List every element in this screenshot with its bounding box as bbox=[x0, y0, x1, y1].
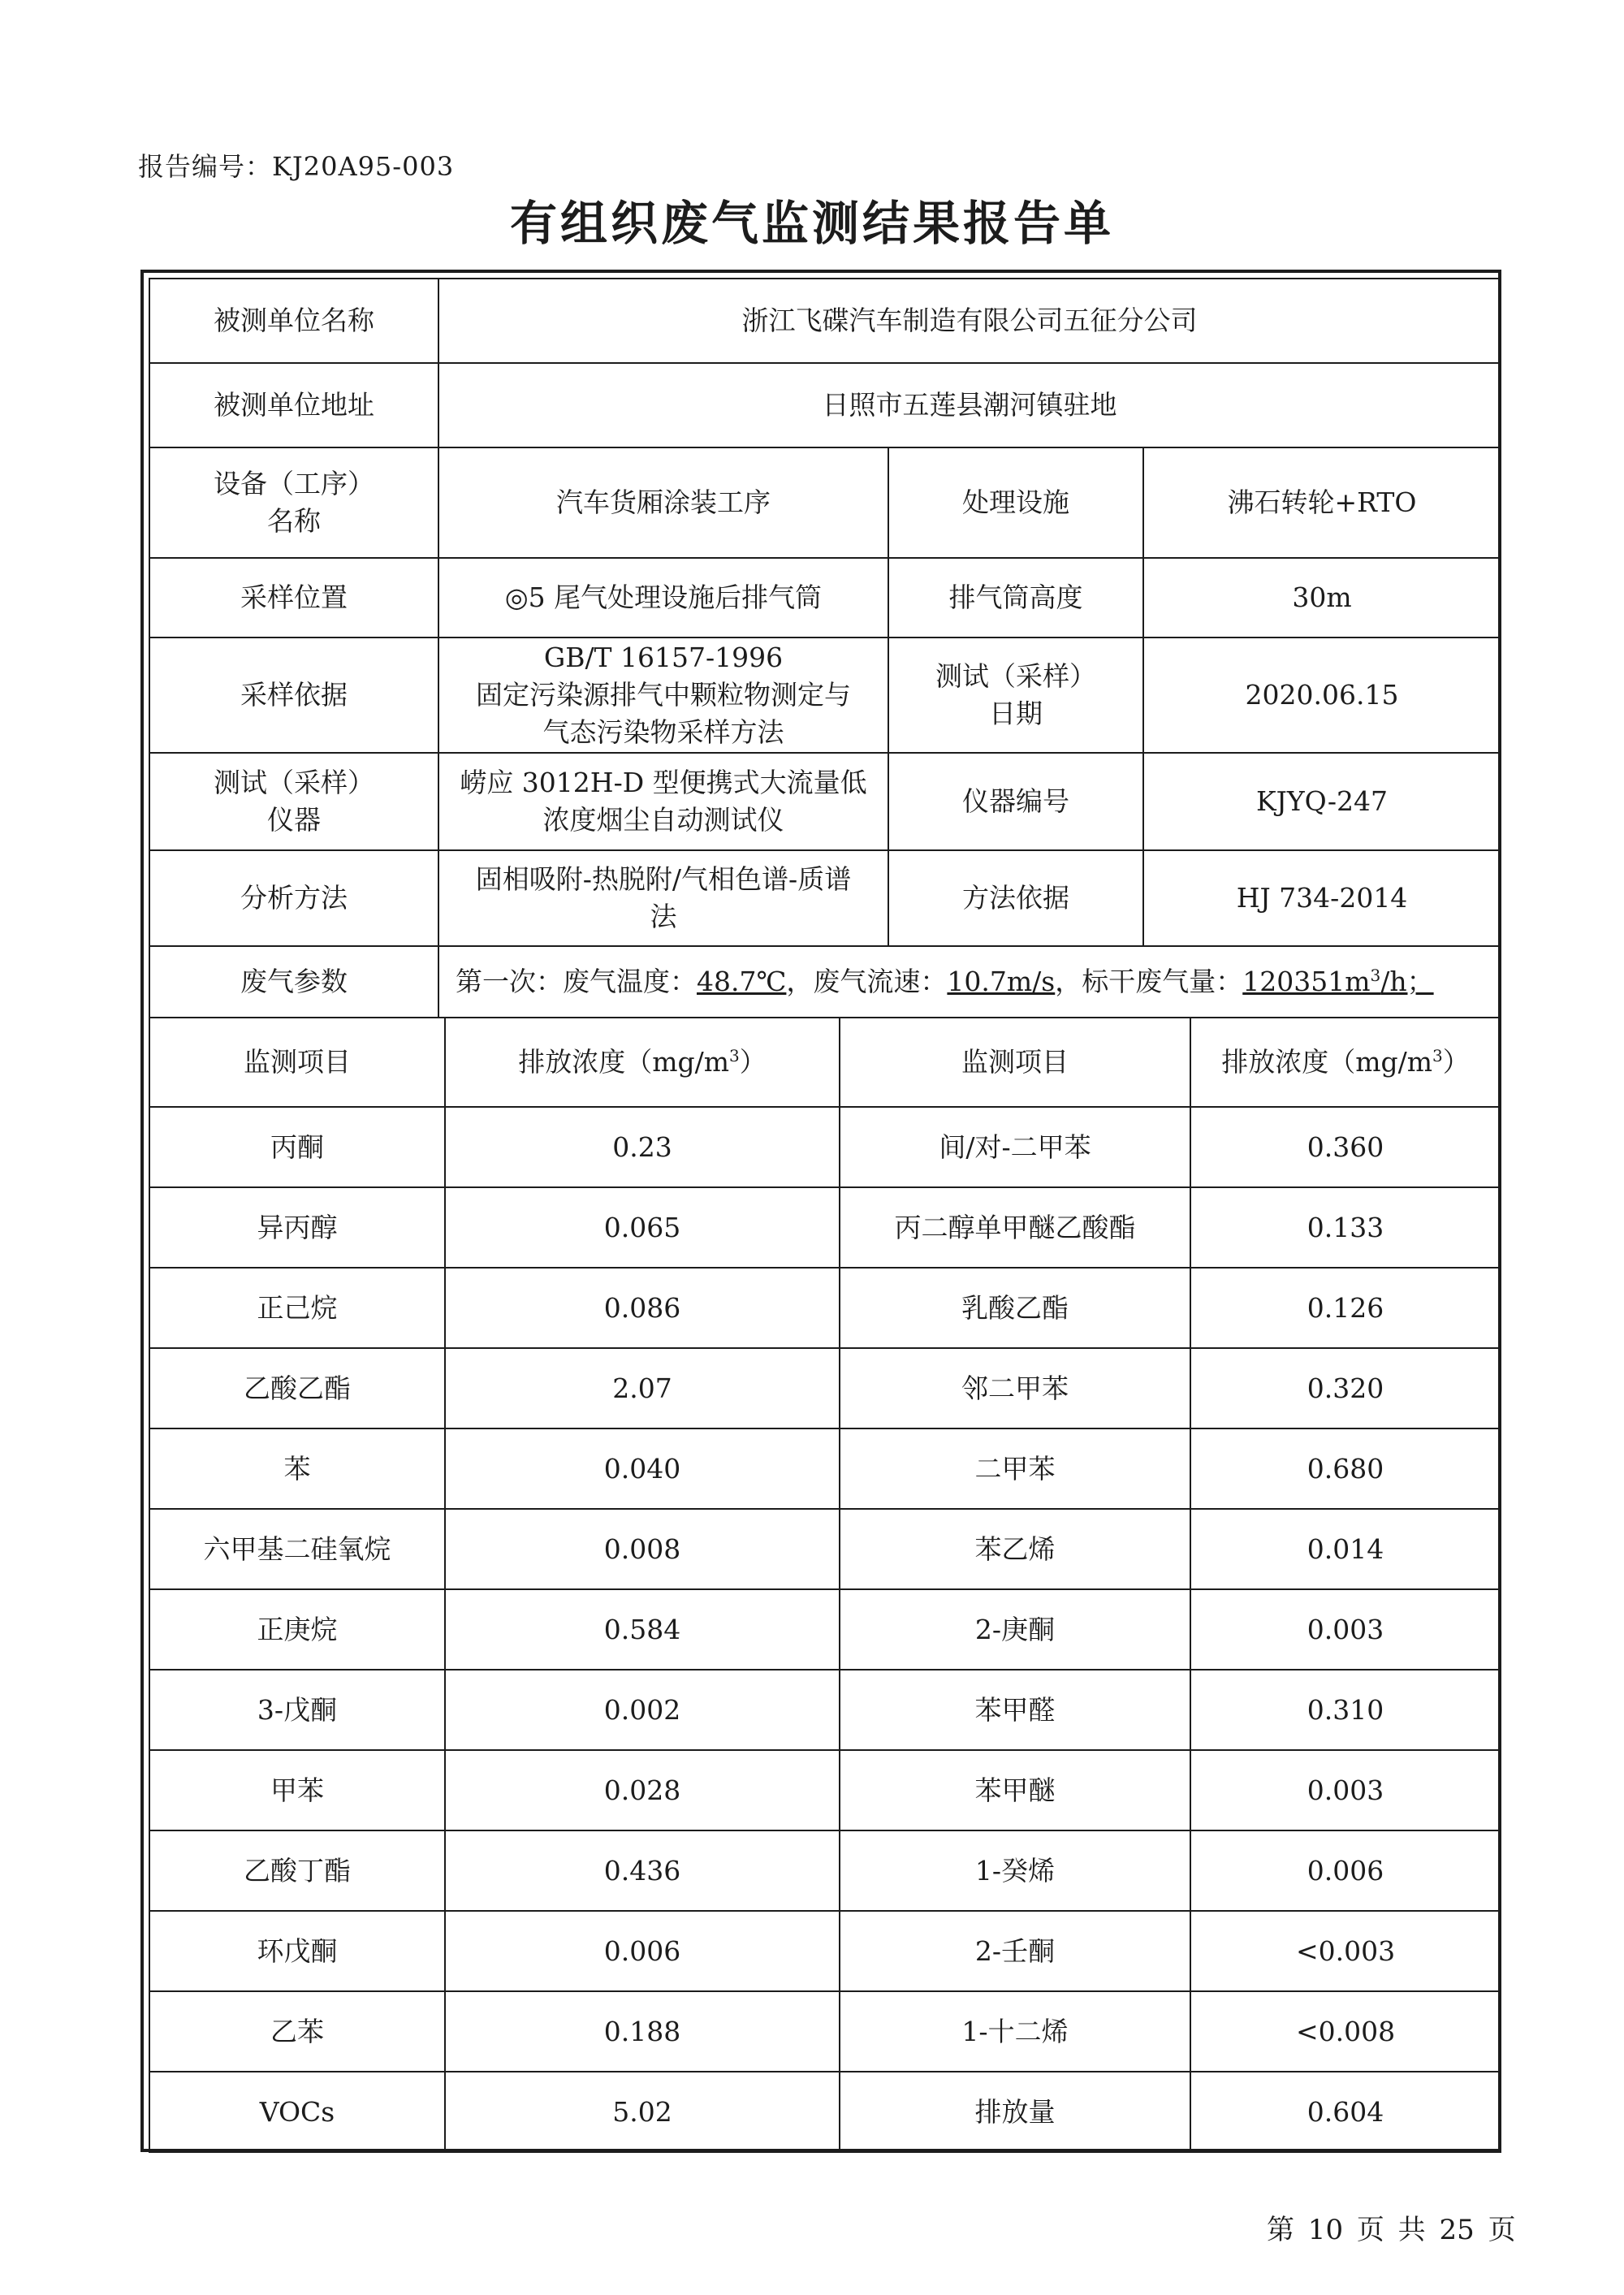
page-title: 有组织废气监测结果报告单 bbox=[509, 196, 1114, 251]
report-form bbox=[140, 270, 1501, 2152]
cell-conc-b: 0.604 bbox=[1190, 2072, 1501, 2152]
cell-item-a: 正己烷 bbox=[149, 1268, 445, 1348]
cell-conc-b: <0.008 bbox=[1190, 1991, 1501, 2072]
results-body bbox=[149, 1107, 1501, 2152]
analysis-method-line-2: 法 bbox=[650, 901, 677, 932]
gas-speed: 10.7m/s bbox=[947, 966, 1056, 997]
table-row bbox=[149, 1509, 1501, 1589]
sampling-position-label: 采样位置 bbox=[149, 558, 438, 638]
cell-item-a: 正庚烷 bbox=[149, 1589, 445, 1670]
stack-height-label: 排气筒高度 bbox=[888, 558, 1143, 638]
cell-conc-a: 0.436 bbox=[445, 1830, 840, 1911]
analysis-method-line-1: 固相吸附-热脱附/气相色谱-质谱 bbox=[475, 863, 852, 895]
info-table bbox=[149, 278, 1501, 1018]
table-row bbox=[149, 1187, 1501, 1268]
gas-params-prefix: 第一次：废气温度： bbox=[456, 966, 697, 997]
cell-item-a: 丙酮 bbox=[149, 1107, 445, 1187]
gas-flow bbox=[1242, 966, 1433, 997]
method-basis-label: 方法依据 bbox=[888, 850, 1143, 946]
col-conc-b-text: 排放浓度（mg/m bbox=[1221, 1046, 1433, 1078]
cell-item-a: VOCs bbox=[149, 2072, 445, 2152]
cell-item-a: 3-戊酮 bbox=[149, 1670, 445, 1750]
equipment-label-line-1: 设备（工序） bbox=[214, 468, 374, 499]
cell-item-b: 邻二甲苯 bbox=[840, 1348, 1190, 1428]
cell-item-b: 丙二醇单甲醚乙酸酯 bbox=[840, 1187, 1190, 1268]
cell-conc-a: 2.07 bbox=[445, 1348, 840, 1428]
gas-flow-sup: 3 bbox=[1370, 966, 1381, 985]
test-date-label-line-1: 测试（采样） bbox=[935, 660, 1096, 692]
cell-conc-b: 0.126 bbox=[1190, 1268, 1501, 1348]
cell-conc-b: 0.133 bbox=[1190, 1187, 1501, 1268]
gas-flow-value: 120351m bbox=[1242, 966, 1371, 997]
cell-conc-a: 0.040 bbox=[445, 1428, 840, 1509]
cell-conc-a: 0.002 bbox=[445, 1670, 840, 1750]
table-row bbox=[149, 1670, 1501, 1750]
table-row bbox=[149, 1750, 1501, 1830]
cell-item-b: 1-十二烯 bbox=[840, 1991, 1190, 2072]
treatment-label: 处理设施 bbox=[888, 447, 1143, 558]
unit-address-value: 日照市五莲县潮河镇驻地 bbox=[438, 363, 1501, 447]
cell-item-a: 乙酸丁酯 bbox=[149, 1830, 445, 1911]
cell-item-b: 苯甲醚 bbox=[840, 1750, 1190, 1830]
instrument-line-2: 浓度烟尘自动测试仪 bbox=[542, 804, 784, 836]
cell-item-b: 1-癸烯 bbox=[840, 1830, 1190, 1911]
sampling-basis-line-3: 气态污染物采样方法 bbox=[542, 716, 784, 748]
instrument-no-label: 仪器编号 bbox=[888, 753, 1143, 850]
method-basis-value: HJ 734-2014 bbox=[1143, 850, 1501, 946]
gas-flow-unit: /h； bbox=[1380, 966, 1434, 997]
cell-item-b: 2-壬酮 bbox=[840, 1911, 1190, 1991]
cell-item-b: 二甲苯 bbox=[840, 1428, 1190, 1509]
cell-item-b: 苯甲醛 bbox=[840, 1670, 1190, 1750]
cell-item-a: 乙苯 bbox=[149, 1991, 445, 2072]
instrument-label bbox=[149, 753, 438, 850]
cell-item-a: 甲苯 bbox=[149, 1750, 445, 1830]
col-conc-a-end: ） bbox=[739, 1046, 767, 1078]
gas-params-label: 废气参数 bbox=[149, 946, 438, 1018]
cell-conc-b: 0.680 bbox=[1190, 1428, 1501, 1509]
cell-conc-a: 0.065 bbox=[445, 1187, 840, 1268]
table-row bbox=[149, 1830, 1501, 1911]
table-row bbox=[149, 1911, 1501, 1991]
cell-item-a: 环戊酮 bbox=[149, 1911, 445, 1991]
cell-item-a: 苯 bbox=[149, 1428, 445, 1509]
table-row bbox=[149, 1107, 1501, 1187]
equipment-label bbox=[149, 447, 438, 558]
page-number: 第 10 页 共 25 页 bbox=[1267, 2214, 1516, 2246]
col-header-item-b: 监测项目 bbox=[840, 1018, 1190, 1107]
cell-conc-b: 0.014 bbox=[1190, 1509, 1501, 1589]
instrument-value bbox=[438, 753, 888, 850]
sampling-basis-line-2: 固定污染源排气中颗粒物测定与 bbox=[476, 679, 851, 711]
analysis-method-label: 分析方法 bbox=[149, 850, 438, 946]
col-header-item-a: 监测项目 bbox=[149, 1018, 445, 1107]
analysis-method-value bbox=[438, 850, 888, 946]
cell-conc-a: 5.02 bbox=[445, 2072, 840, 2152]
cell-conc-a: 0.188 bbox=[445, 1991, 840, 2072]
cell-conc-a: 0.008 bbox=[445, 1509, 840, 1589]
table-row bbox=[149, 1589, 1501, 1670]
col-header-conc-b bbox=[1190, 1018, 1501, 1107]
stack-height-value: 30m bbox=[1143, 558, 1501, 638]
table-row bbox=[149, 1268, 1501, 1348]
unit-name-value: 浙江飞碟汽车制造有限公司五征分公司 bbox=[438, 279, 1501, 363]
instrument-label-line-1: 测试（采样） bbox=[214, 767, 374, 798]
instrument-label-line-2: 仪器 bbox=[267, 804, 321, 836]
cell-conc-b: 0.360 bbox=[1190, 1107, 1501, 1187]
cell-item-a: 六甲基二硅氧烷 bbox=[149, 1509, 445, 1589]
cell-item-b: 乳酸乙酯 bbox=[840, 1268, 1190, 1348]
results-table bbox=[149, 1017, 1501, 2153]
cell-item-b: 2-庚酮 bbox=[840, 1589, 1190, 1670]
equipment-value: 汽车货厢涂装工序 bbox=[438, 447, 888, 558]
cell-conc-b: 0.310 bbox=[1190, 1670, 1501, 1750]
cell-conc-a: 0.086 bbox=[445, 1268, 840, 1348]
sampling-basis-line-1: GB/T 16157-1996 bbox=[543, 642, 784, 673]
gas-params-value bbox=[438, 946, 1501, 1018]
equipment-label-line-2: 名称 bbox=[267, 505, 321, 537]
test-date-label-line-2: 日期 bbox=[989, 698, 1043, 729]
sampling-position-value: ◎5 尾气处理设施后排气筒 bbox=[438, 558, 888, 638]
gas-flow-label: ，标干废气量： bbox=[1055, 966, 1243, 997]
gas-temperature: 48.7℃ bbox=[697, 966, 787, 997]
results-header-row bbox=[149, 1018, 1501, 1107]
col-conc-b-sup: 3 bbox=[1432, 1046, 1443, 1065]
treatment-value: 沸石转轮+RTO bbox=[1143, 447, 1501, 558]
cell-item-a: 异丙醇 bbox=[149, 1187, 445, 1268]
cell-conc-a: 0.006 bbox=[445, 1911, 840, 1991]
cell-conc-b: 0.006 bbox=[1190, 1830, 1501, 1911]
cell-conc-b: 0.003 bbox=[1190, 1589, 1501, 1670]
cell-conc-b: <0.003 bbox=[1190, 1911, 1501, 1991]
sampling-basis-label: 采样依据 bbox=[149, 638, 438, 753]
col-conc-a-sup: 3 bbox=[729, 1046, 740, 1065]
cell-item-b: 苯乙烯 bbox=[840, 1509, 1190, 1589]
cell-conc-a: 0.028 bbox=[445, 1750, 840, 1830]
unit-name-label: 被测单位名称 bbox=[149, 279, 438, 363]
instrument-line-1: 崂应 3012H-D 型便携式大流量低 bbox=[460, 767, 867, 798]
col-conc-b-end: ） bbox=[1442, 1046, 1470, 1078]
instrument-no-value: KJYQ-247 bbox=[1143, 753, 1501, 850]
cell-conc-b: 0.003 bbox=[1190, 1750, 1501, 1830]
cell-conc-b: 0.320 bbox=[1190, 1348, 1501, 1428]
cell-item-b: 排放量 bbox=[840, 2072, 1190, 2152]
sampling-basis-value bbox=[438, 638, 888, 753]
table-row bbox=[149, 1991, 1501, 2072]
unit-address-label: 被测单位地址 bbox=[149, 363, 438, 447]
table-row bbox=[149, 2072, 1501, 2152]
gas-speed-label: ，废气流速： bbox=[786, 966, 948, 997]
cell-item-a: 乙酸乙酯 bbox=[149, 1348, 445, 1428]
col-conc-a-text: 排放浓度（mg/m bbox=[518, 1046, 730, 1078]
table-row bbox=[149, 1348, 1501, 1428]
report-number: 报告编号：KJ20A95-003 bbox=[138, 151, 455, 182]
table-row bbox=[149, 1428, 1501, 1509]
cell-conc-a: 0.584 bbox=[445, 1589, 840, 1670]
cell-item-b: 间/对-二甲苯 bbox=[840, 1107, 1190, 1187]
test-date-label bbox=[888, 638, 1143, 753]
cell-conc-a: 0.23 bbox=[445, 1107, 840, 1187]
test-date-value: 2020.06.15 bbox=[1143, 638, 1501, 753]
col-header-conc-a bbox=[445, 1018, 840, 1107]
